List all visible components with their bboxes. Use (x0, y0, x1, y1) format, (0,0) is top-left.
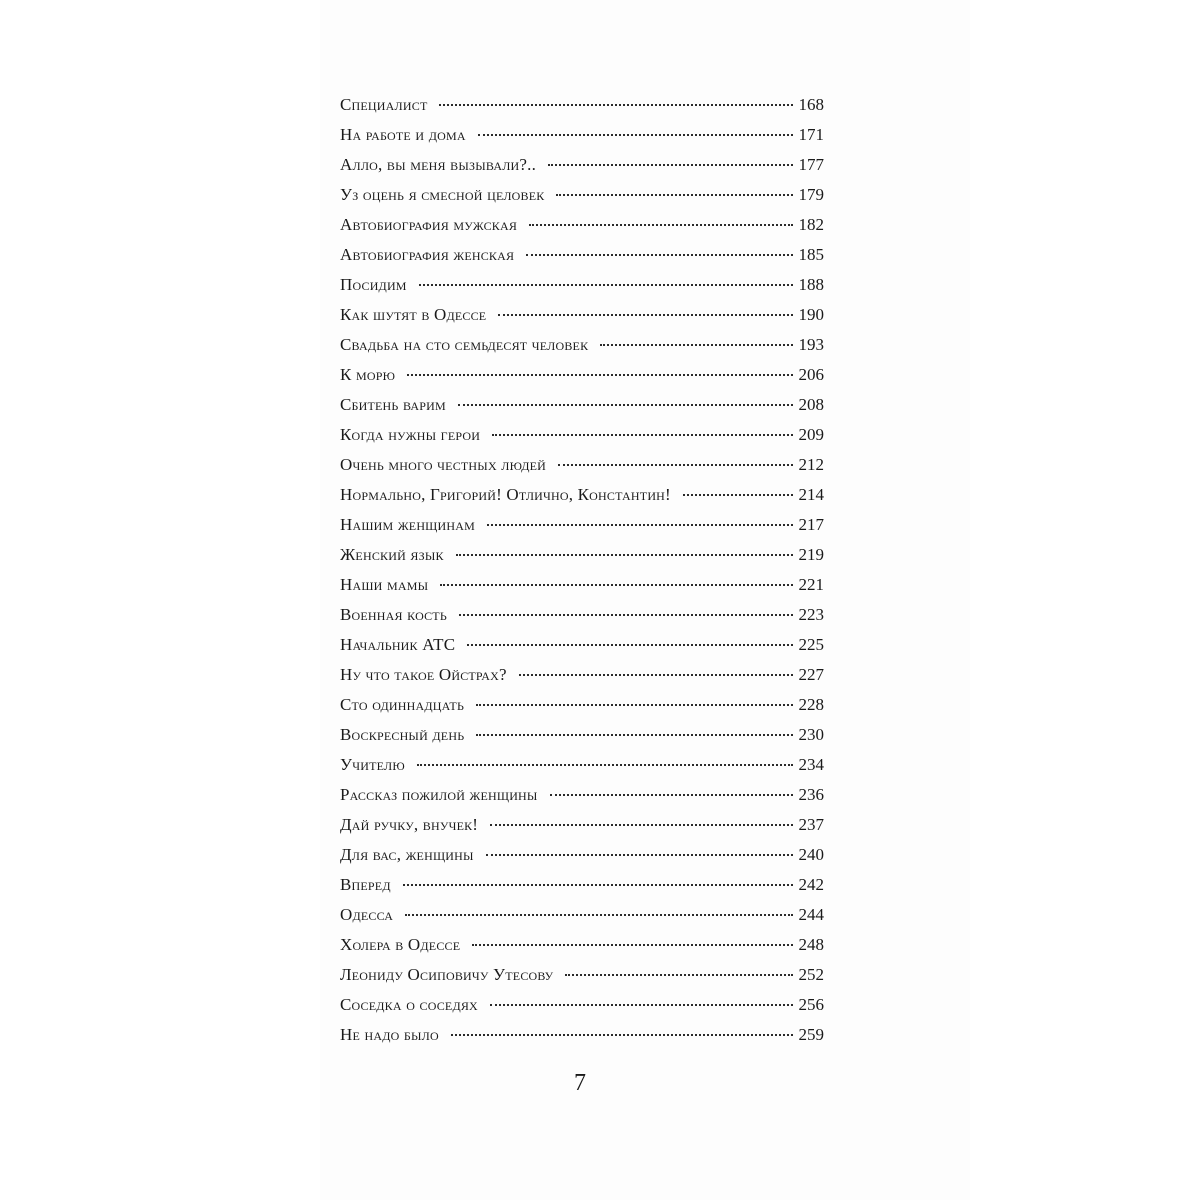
toc-entry-title: Одесса (340, 905, 394, 924)
dot-leader (529, 224, 792, 226)
toc-entry[interactable] (340, 780, 824, 810)
toc-entry-title: Алло, вы меня вызывали?.. (340, 155, 537, 174)
toc-entry-page: 209 (798, 425, 824, 444)
toc-entry-title: Сбитень варим (340, 395, 446, 414)
dot-leader (439, 104, 792, 106)
toc-entry[interactable] (340, 540, 824, 570)
toc-entry[interactable] (340, 1020, 824, 1050)
toc-entry-page: 182 (798, 215, 824, 234)
dot-leader (492, 434, 792, 436)
toc-entry-title: Вперед (340, 875, 391, 894)
toc-entry-page: 256 (798, 995, 824, 1014)
toc-entry[interactable] (340, 270, 824, 300)
dot-leader (550, 794, 793, 796)
dot-leader (526, 254, 792, 256)
toc-entry-title: Свадьба на сто семьдесят человек (340, 335, 589, 354)
toc-entry-page: 230 (798, 725, 824, 744)
toc-entry[interactable] (340, 240, 824, 270)
toc-entry-title: Военная кость (340, 605, 447, 624)
toc-entry-title: Автобиография женская (340, 245, 515, 264)
dot-leader (478, 134, 793, 136)
toc-entry[interactable] (340, 810, 824, 840)
toc-entry-page: 212 (798, 455, 824, 474)
toc-entry-page: 259 (798, 1025, 824, 1044)
toc-entry-title: На работе и дома (340, 125, 466, 144)
toc-entry-page: 185 (798, 245, 824, 264)
toc-entry-title: Когда нужны герои (340, 425, 481, 444)
toc-entry[interactable] (340, 870, 824, 900)
toc-entry[interactable] (340, 930, 824, 960)
dot-leader (472, 944, 792, 946)
dot-leader (467, 644, 792, 646)
toc-entry[interactable] (340, 450, 824, 480)
toc-entry-page: 214 (798, 485, 824, 504)
toc-entry[interactable] (340, 480, 824, 510)
toc-entry-page: 236 (798, 785, 824, 804)
toc-entry-page: 177 (798, 155, 824, 174)
toc-entry-title: Очень много честных людей (340, 455, 547, 474)
toc-entry[interactable] (340, 720, 824, 750)
toc-entry[interactable] (340, 750, 824, 780)
toc-entry-title: Наши мамы (340, 575, 429, 594)
dot-leader (490, 824, 792, 826)
dot-leader (451, 1034, 793, 1036)
dot-leader (487, 524, 793, 526)
dot-leader (407, 374, 792, 376)
toc-entry-page: 252 (798, 965, 824, 984)
toc-entry[interactable] (340, 330, 824, 360)
toc-entry-title: Соседка о соседях (340, 995, 478, 1014)
toc-entry-title: Холера в Одессе (340, 935, 461, 954)
dot-leader (417, 764, 793, 766)
toc-entry-page: 225 (798, 635, 824, 654)
toc-entry-title: Посидим (340, 275, 407, 294)
toc-entry-title: Начальник АТС (340, 635, 456, 654)
toc-entry-page: 248 (798, 935, 824, 954)
toc-entry-title: Учителю (340, 755, 405, 774)
toc-entry[interactable] (340, 570, 824, 600)
toc-entry-page: 193 (798, 335, 824, 354)
dot-leader (405, 914, 792, 916)
toc-entry[interactable] (340, 960, 824, 990)
toc-entry-page: 171 (798, 125, 824, 144)
dot-leader (459, 614, 793, 616)
toc-entry-page: 208 (798, 395, 824, 414)
dot-leader (403, 884, 793, 886)
toc-entry[interactable] (340, 180, 824, 210)
dot-leader (600, 344, 792, 346)
dot-leader (565, 974, 792, 976)
page-number: 7 (574, 1070, 586, 1096)
toc-entry[interactable] (340, 600, 824, 630)
toc-entry-page: 240 (798, 845, 824, 864)
dot-leader (548, 164, 792, 166)
toc-entry-page: 206 (798, 365, 824, 384)
dot-leader (440, 584, 792, 586)
toc-entry-title: Нашим женщинам (340, 515, 475, 534)
toc-entry-page: 179 (798, 185, 824, 204)
toc-entry[interactable] (340, 420, 824, 450)
toc-entry-title: Сто одиннадцать (340, 695, 465, 714)
dot-leader (476, 704, 792, 706)
dot-leader (458, 404, 793, 406)
toc-entry-title: Нормально, Григорий! Отлично, Константин! (340, 485, 671, 504)
toc-entry-title: Ну что такое Ойстрах? (340, 665, 507, 684)
toc-entry-page: 190 (798, 305, 824, 324)
dot-leader (490, 1004, 793, 1006)
toc-entry[interactable] (340, 120, 824, 150)
toc-entry-page: 244 (798, 905, 824, 924)
toc-entry[interactable] (340, 90, 824, 120)
toc-entry-title: Специалист (340, 95, 428, 114)
toc-entry-page: 242 (798, 875, 824, 894)
toc-entry[interactable] (340, 210, 824, 240)
dot-leader (558, 464, 792, 466)
dot-leader (519, 674, 793, 676)
toc-entry-title: Как шутят в Одессе (340, 305, 487, 324)
toc-entry-page: 168 (798, 95, 824, 114)
toc-entry[interactable] (340, 150, 824, 180)
toc-entry-page: 227 (798, 665, 824, 684)
toc-entry-title: Для вас, женщины (340, 845, 474, 864)
toc-entry-title: Автобиография мужская (340, 215, 518, 234)
toc-entry-page: 221 (798, 575, 824, 594)
dot-leader (556, 194, 792, 196)
toc-entry-title: Леониду Осиповичу Утесову (340, 965, 554, 984)
toc-entry-page: 228 (798, 695, 824, 714)
toc-entry[interactable] (340, 630, 824, 660)
table-of-contents (340, 90, 824, 1050)
toc-entry[interactable] (340, 900, 824, 930)
toc-entry[interactable] (340, 840, 824, 870)
toc-entry[interactable] (340, 300, 824, 330)
toc-entry[interactable] (340, 990, 824, 1020)
toc-entry-page: 219 (798, 545, 824, 564)
dot-leader (486, 854, 793, 856)
toc-entry-title: Не надо было (340, 1025, 439, 1044)
toc-entry-page: 223 (798, 605, 824, 624)
toc-entry-title: Воскресный день (340, 725, 465, 744)
toc-entry[interactable] (340, 690, 824, 720)
toc-entry-page: 217 (798, 515, 824, 534)
dot-leader (476, 734, 792, 736)
toc-entry-title: Рассказ пожилой женщины (340, 785, 538, 804)
dot-leader (456, 554, 793, 556)
toc-entry-title: Женский язык (340, 545, 444, 564)
toc-entry[interactable] (340, 390, 824, 420)
dot-leader (498, 314, 792, 316)
dot-leader (419, 284, 793, 286)
toc-entry-title: Уз оцень я смесной целовек (340, 185, 545, 204)
toc-entry-title: К морю (340, 365, 396, 384)
toc-entry[interactable] (340, 660, 824, 690)
toc-entry-page: 237 (798, 815, 824, 834)
toc-entry-page: 188 (798, 275, 824, 294)
toc-entry-title: Дай ручку, внучек! (340, 815, 479, 834)
toc-entry-page: 234 (798, 755, 824, 774)
toc-entry[interactable] (340, 360, 824, 390)
dot-leader (683, 494, 793, 496)
toc-entry[interactable] (340, 510, 824, 540)
